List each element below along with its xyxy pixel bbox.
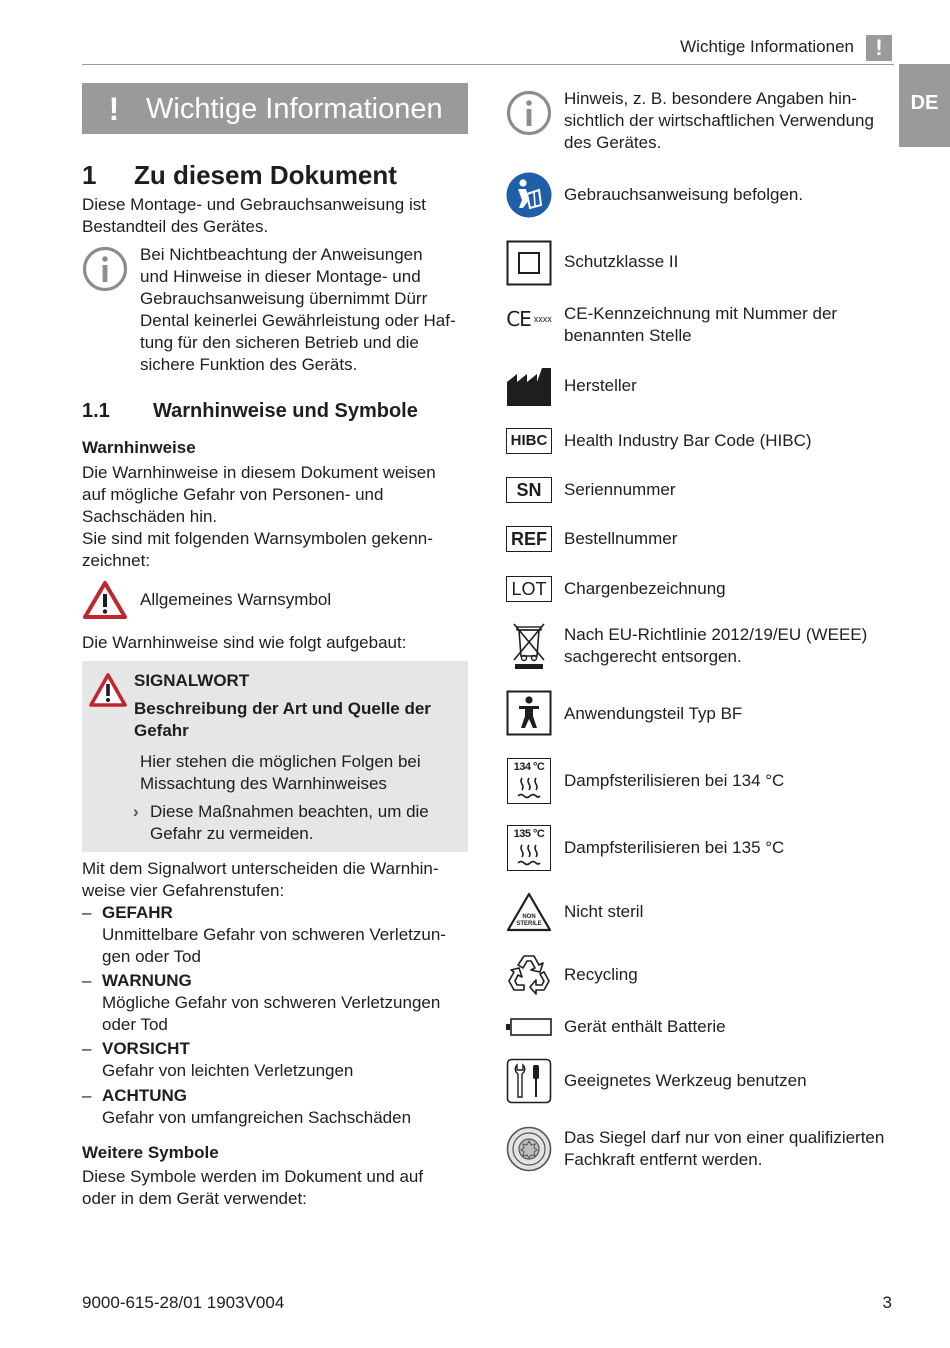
seal-icon bbox=[506, 1126, 552, 1172]
hazard-level-word: VORSICHT bbox=[102, 1039, 190, 1058]
chapter-title: Wichtige Informationen bbox=[146, 92, 443, 125]
text-line: Bei Nichtbeachtung der Anweisungen bbox=[140, 245, 423, 264]
text-line: Sie sind mit folgenden Warnsymbolen gekenn- bbox=[82, 529, 433, 548]
text-line: des Gerätes. bbox=[564, 133, 662, 152]
symbol-description bbox=[564, 1127, 894, 1171]
dash-marker: – bbox=[82, 903, 92, 922]
symbol-description bbox=[564, 624, 894, 668]
ref-icon bbox=[506, 526, 552, 552]
text-line: Mögliche Gefahr von schweren Verletzungen bbox=[102, 993, 441, 1012]
sn-icon bbox=[506, 477, 552, 503]
text-line: zeichnet: bbox=[82, 551, 151, 570]
text-line: Mit dem Signalwort unterscheiden die Warnhin- bbox=[82, 859, 439, 878]
warning-triangle-icon bbox=[88, 672, 128, 708]
text-line: Gefahr zu vermeiden. bbox=[150, 824, 314, 843]
text-line: oder Tod bbox=[102, 1015, 168, 1034]
dash-marker: – bbox=[82, 1039, 92, 1058]
battery-icon bbox=[506, 1017, 552, 1037]
text-line: Diese Symbole werden im Dokument und auf bbox=[82, 1167, 424, 1186]
hazard-level-word: GEFAHR bbox=[102, 903, 173, 922]
text-line: sachgerecht entsorgen. bbox=[564, 647, 742, 666]
non-label: NON bbox=[522, 914, 536, 920]
text-line: Diese Montage- und Gebrauchsanweisung ist bbox=[82, 195, 426, 214]
header-rule bbox=[82, 64, 894, 65]
tools-icon bbox=[506, 1058, 552, 1104]
section-1-heading bbox=[82, 160, 397, 190]
temperature-label: 134 °C bbox=[513, 761, 545, 773]
symbol-description: Gerät enthält Batterie bbox=[564, 1017, 726, 1036]
general-warning-label: Allgemeines Warnsymbol bbox=[140, 590, 332, 609]
protection-class-2-icon bbox=[506, 240, 552, 286]
symbol-description bbox=[564, 88, 894, 154]
signal-word: SIGNALWORT bbox=[134, 671, 250, 690]
chapter-banner bbox=[82, 83, 468, 134]
warnings-heading: Warnhinweise bbox=[82, 438, 196, 457]
info-icon bbox=[82, 246, 128, 292]
symbol-description: Recycling bbox=[564, 965, 638, 984]
structure-intro: Die Warnhinweise sind wie folgt aufgebaut: bbox=[82, 633, 407, 652]
symbol-description: Chargenbezeichnung bbox=[564, 579, 726, 598]
ref-label: REF bbox=[506, 526, 552, 552]
text-line: Gefahr von umfangreichen Sachschäden bbox=[102, 1108, 412, 1127]
banner-exclamation-icon: ! bbox=[108, 90, 120, 127]
header-exclamation-icon: ! bbox=[866, 35, 892, 61]
sn-label: SN bbox=[506, 477, 552, 503]
warnings-description bbox=[82, 462, 472, 572]
running-header-title: Wichtige Informationen bbox=[680, 37, 854, 56]
hazard-level-word: WARNUNG bbox=[102, 971, 192, 990]
document-number: 9000-615-28/01 1903V004 bbox=[82, 1293, 285, 1312]
text-line: Gefahr bbox=[134, 721, 189, 740]
temperature-label: 135 °C bbox=[513, 828, 545, 840]
text-line: auf mögliche Gefahr von Personen- und bbox=[82, 485, 384, 504]
section-1-intro bbox=[82, 194, 472, 238]
text-line: Das Siegel darf nur von einer qualifizierten bbox=[564, 1128, 885, 1147]
signal-intro bbox=[82, 858, 472, 902]
action-chevron-icon: › bbox=[133, 802, 139, 821]
symbol-description: Dampfsterilisieren bei 135 °C bbox=[564, 838, 785, 857]
text-line: und Hinweise in dieser Montage- und bbox=[140, 267, 421, 286]
follow-instructions-icon bbox=[506, 172, 552, 218]
more-symbols-heading: Weitere Symbole bbox=[82, 1143, 219, 1162]
section-1-1-number: 1.1 bbox=[82, 400, 110, 422]
hibc-icon bbox=[506, 428, 552, 454]
section-1-title: Zu diesem Dokument bbox=[134, 160, 397, 190]
text-line: Unmittelbare Gefahr von schweren Verletzun- bbox=[102, 925, 446, 944]
text-line: Missachtung des Warnhinweises bbox=[140, 774, 387, 793]
text-line: Bestandteil des Gerätes. bbox=[82, 217, 269, 236]
recycling-icon bbox=[506, 952, 552, 996]
text-line: CE-Kennzeichnung mit Nummer der bbox=[564, 304, 838, 323]
text-line: Gebrauchsanweisung übernimmt Dürr bbox=[140, 289, 428, 308]
hazard-level-item bbox=[82, 1085, 472, 1129]
section-1-1-heading bbox=[82, 398, 418, 424]
non-sterile-icon bbox=[506, 892, 552, 932]
sterile-label: STERILE bbox=[516, 921, 542, 927]
text-line: benannten Stelle bbox=[564, 326, 692, 345]
hazard-consequences bbox=[140, 751, 464, 795]
text-line: gen oder Tod bbox=[102, 947, 201, 966]
hazard-description bbox=[134, 698, 464, 742]
text-line: Diese Maßnahmen beachten, um die bbox=[150, 802, 429, 821]
symbol-description: Hersteller bbox=[564, 376, 637, 395]
text-line: Fachkraft entfernt werden. bbox=[564, 1150, 763, 1169]
type-bf-icon bbox=[506, 690, 552, 736]
text-line: Gefahr von leichten Verletzungen bbox=[102, 1061, 354, 1080]
dash-marker: – bbox=[82, 1086, 92, 1105]
text-line: tung für den sicheren Betrieb und die bbox=[140, 333, 419, 352]
symbol-description: Health Industry Bar Code (HIBC) bbox=[564, 431, 812, 450]
symbol-description bbox=[564, 303, 894, 347]
ce-mark-icon bbox=[506, 306, 552, 332]
ce-label: CE bbox=[506, 307, 531, 331]
manufacturer-icon bbox=[506, 364, 552, 406]
text-line: Hier stehen die möglichen Folgen bei bbox=[140, 752, 421, 771]
section-1-note bbox=[140, 244, 470, 376]
steam-135-icon bbox=[506, 825, 552, 871]
dash-marker: – bbox=[82, 971, 92, 990]
text-line: weise vier Gefahrenstufen: bbox=[82, 881, 285, 900]
page-number: 3 bbox=[882, 1293, 892, 1312]
hazard-level-item bbox=[82, 970, 472, 1036]
weee-icon bbox=[506, 622, 552, 670]
text-line: Hinweis, z. B. besondere Angaben hin- bbox=[564, 89, 857, 108]
text-line: Nach EU-Richtlinie 2012/19/EU (WEEE) bbox=[564, 625, 868, 644]
hibc-label: HIBC bbox=[506, 428, 552, 454]
lot-label: LOT bbox=[506, 576, 552, 602]
text-line: Die Warnhinweise in diesem Dokument weisen bbox=[82, 463, 436, 482]
symbol-description: Schutzklasse II bbox=[564, 252, 679, 271]
hazard-level-item bbox=[82, 902, 472, 968]
text-line: Dental keinerlei Gewährleistung oder Haf- bbox=[140, 311, 456, 330]
section-1-number: 1 bbox=[82, 160, 97, 190]
text-line: Beschreibung der Art und Quelle der bbox=[134, 699, 431, 718]
steam-134-icon bbox=[506, 758, 552, 804]
language-tab: DE bbox=[899, 64, 950, 147]
text-line: sichere Funktion des Geräts. bbox=[140, 355, 358, 374]
text-line: Sachschäden hin. bbox=[82, 507, 218, 526]
more-symbols-description bbox=[82, 1166, 472, 1210]
text-line: sichtlich der wirtschaftlichen Verwendung bbox=[564, 111, 874, 130]
symbol-description: Anwendungsteil Typ BF bbox=[564, 704, 743, 723]
hazard-level-item bbox=[82, 1038, 472, 1082]
symbol-description: Bestellnummer bbox=[564, 529, 678, 548]
symbol-description: Nicht steril bbox=[564, 902, 644, 921]
info-icon bbox=[506, 90, 552, 136]
lot-icon bbox=[506, 576, 552, 602]
hazard-actions bbox=[150, 801, 464, 845]
warning-triangle-icon bbox=[82, 580, 128, 620]
section-1-1-title: Warnhinweise und Symbole bbox=[153, 400, 418, 422]
symbol-description: Geeignetes Werkzeug benutzen bbox=[564, 1071, 807, 1090]
symbol-description: Seriennummer bbox=[564, 480, 676, 499]
symbol-description: Gebrauchsanweisung befolgen. bbox=[564, 185, 804, 204]
text-line: oder in dem Gerät verwendet: bbox=[82, 1189, 307, 1208]
symbol-description: Dampfsterilisieren bei 134 °C bbox=[564, 771, 785, 790]
hazard-level-word: ACHTUNG bbox=[102, 1086, 187, 1105]
ce-notified-body-number: xxxx bbox=[533, 314, 552, 324]
